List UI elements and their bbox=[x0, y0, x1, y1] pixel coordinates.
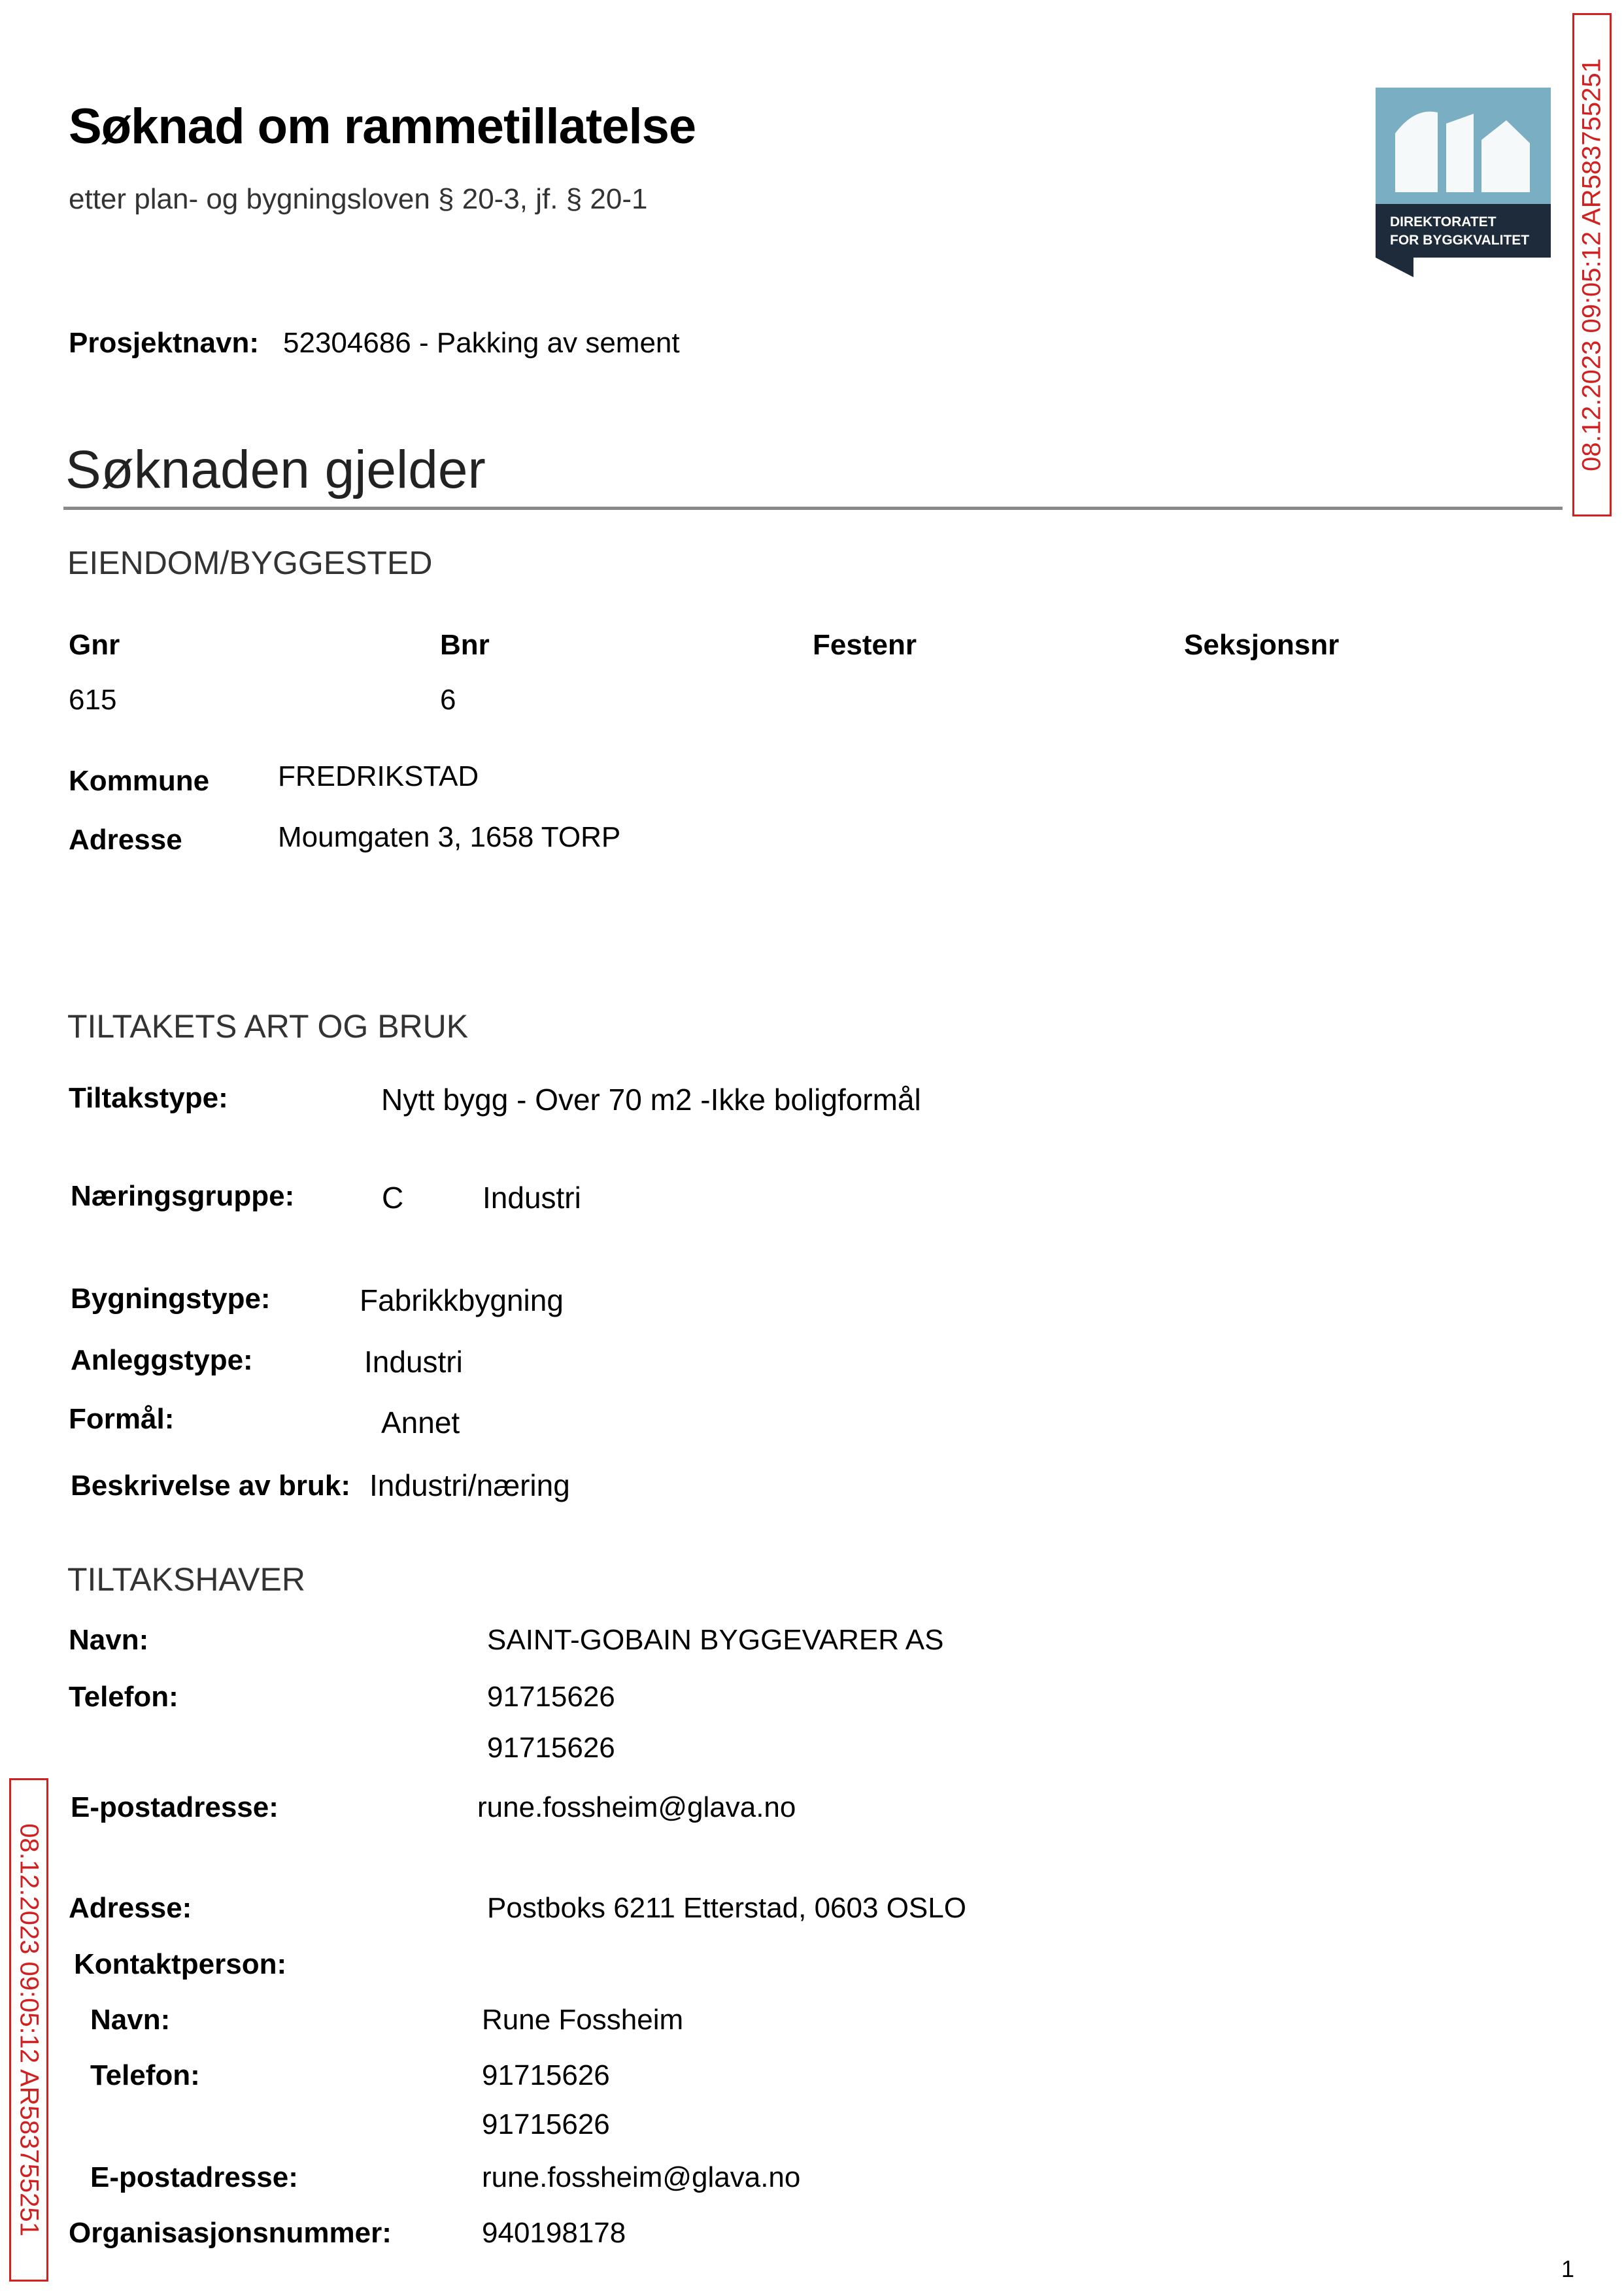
section-heading: Søknaden gjelder bbox=[65, 440, 486, 499]
owner-email-label: E-postadresse: bbox=[71, 1791, 279, 1823]
owner-name-value: SAINT-GOBAIN BYGGEVARER AS bbox=[487, 1624, 944, 1656]
seksjonsnr-column bbox=[1184, 629, 1339, 662]
receipt-stamp-left bbox=[9, 1778, 48, 2282]
contact-person-label: Kontaktperson: bbox=[74, 1948, 287, 1980]
contact-email-value: rune.fossheim@glava.no bbox=[482, 2161, 801, 2193]
owner-address-value: Postboks 6211 Etterstad, 0603 OSLO bbox=[487, 1892, 966, 1924]
gnr-value: 615 bbox=[69, 684, 117, 716]
contact-phone-label: Telefon: bbox=[90, 2059, 200, 2091]
receipt-stamp-left-text: 08.12.2023 09:05:12 AR583755251 bbox=[14, 1823, 44, 2236]
owner-email-value: rune.fossheim@glava.no bbox=[477, 1791, 796, 1823]
naeringsgruppe-label: Næringsgruppe: bbox=[71, 1180, 295, 1212]
anleggstype-label: Anleggstype: bbox=[71, 1344, 253, 1376]
contact-phone-value-2: 91715626 bbox=[482, 2108, 610, 2140]
logo-text-line1: DIREKTORATET bbox=[1390, 214, 1497, 229]
bnr-header: Bnr bbox=[440, 629, 490, 661]
gnr-column bbox=[69, 629, 120, 716]
contact-name-value: Rune Fossheim bbox=[482, 2004, 684, 2036]
logo-text-line2: FOR BYGGKVALITET bbox=[1390, 233, 1530, 248]
owner-address-label: Adresse: bbox=[69, 1892, 192, 1924]
bygningstype-value: Fabrikkbygning bbox=[360, 1283, 564, 1317]
formal-label: Formål: bbox=[69, 1403, 175, 1435]
page-number: 1 bbox=[1561, 2255, 1575, 2282]
owner-phone-value-2: 91715626 bbox=[487, 1732, 615, 1764]
adresse-value: Moumgaten 3, 1658 TORP bbox=[278, 821, 621, 853]
section-divider bbox=[63, 507, 1563, 510]
seksjonsnr-header: Seksjonsnr bbox=[1184, 629, 1340, 661]
naeringsgruppe-value: Industri bbox=[482, 1181, 581, 1215]
gnr-header: Gnr bbox=[69, 629, 120, 661]
receipt-stamp-right-text: 08.12.2023 09:05:12 AR583755251 bbox=[1577, 58, 1606, 471]
orgnr-value: 940198178 bbox=[482, 2217, 626, 2249]
dibk-logo-graphic bbox=[1376, 88, 1551, 277]
orgnr-label: Organisasjonsnummer: bbox=[69, 2217, 392, 2249]
contact-email-label: E-postadresse: bbox=[90, 2161, 298, 2193]
festenr-header: Festenr bbox=[813, 629, 917, 661]
owner-phone-value-1: 91715626 bbox=[487, 1681, 615, 1713]
anleggstype-value: Industri bbox=[364, 1345, 463, 1379]
beskrivelse-value: Industri/næring bbox=[369, 1468, 570, 1502]
owner-phone-label: Telefon: bbox=[69, 1681, 178, 1713]
naeringsgruppe-code: C bbox=[382, 1181, 404, 1215]
project-name-label: Prosjektnavn: bbox=[69, 327, 259, 359]
kommune-label: Kommune bbox=[69, 765, 210, 797]
measure-heading: TILTAKETS ART OG BRUK bbox=[67, 1008, 469, 1045]
receipt-stamp-right bbox=[1572, 13, 1612, 516]
owner-name-label: Navn: bbox=[69, 1624, 149, 1656]
beskrivelse-label: Beskrivelse av bruk: bbox=[71, 1470, 351, 1502]
dibk-logo bbox=[1376, 88, 1551, 277]
adresse-label: Adresse bbox=[69, 824, 182, 856]
tiltakstype-value: Nytt bygg - Over 70 m2 -Ikke boligformål bbox=[381, 1083, 921, 1117]
formal-value: Annet bbox=[381, 1406, 460, 1440]
project-name-value: 52304686 - Pakking av sement bbox=[283, 327, 680, 359]
contact-phone-value-1: 91715626 bbox=[482, 2059, 610, 2091]
festenr-column bbox=[813, 629, 917, 662]
contact-name-label: Navn: bbox=[90, 2004, 171, 2036]
property-heading: EIENDOM/BYGGESTED bbox=[67, 545, 433, 581]
kommune-value: FREDRIKSTAD bbox=[278, 760, 479, 792]
owner-heading: TILTAKSHAVER bbox=[67, 1561, 305, 1598]
document-subtitle: etter plan- og bygningsloven § 20-3, jf. § 20-1 bbox=[69, 183, 648, 215]
document-title: Søknad om rammetillatelse bbox=[69, 99, 696, 154]
bnr-value: 6 bbox=[440, 684, 456, 716]
bnr-column bbox=[440, 629, 490, 716]
bygningstype-label: Bygningstype: bbox=[71, 1283, 271, 1315]
tiltakstype-label: Tiltakstype: bbox=[69, 1082, 228, 1114]
